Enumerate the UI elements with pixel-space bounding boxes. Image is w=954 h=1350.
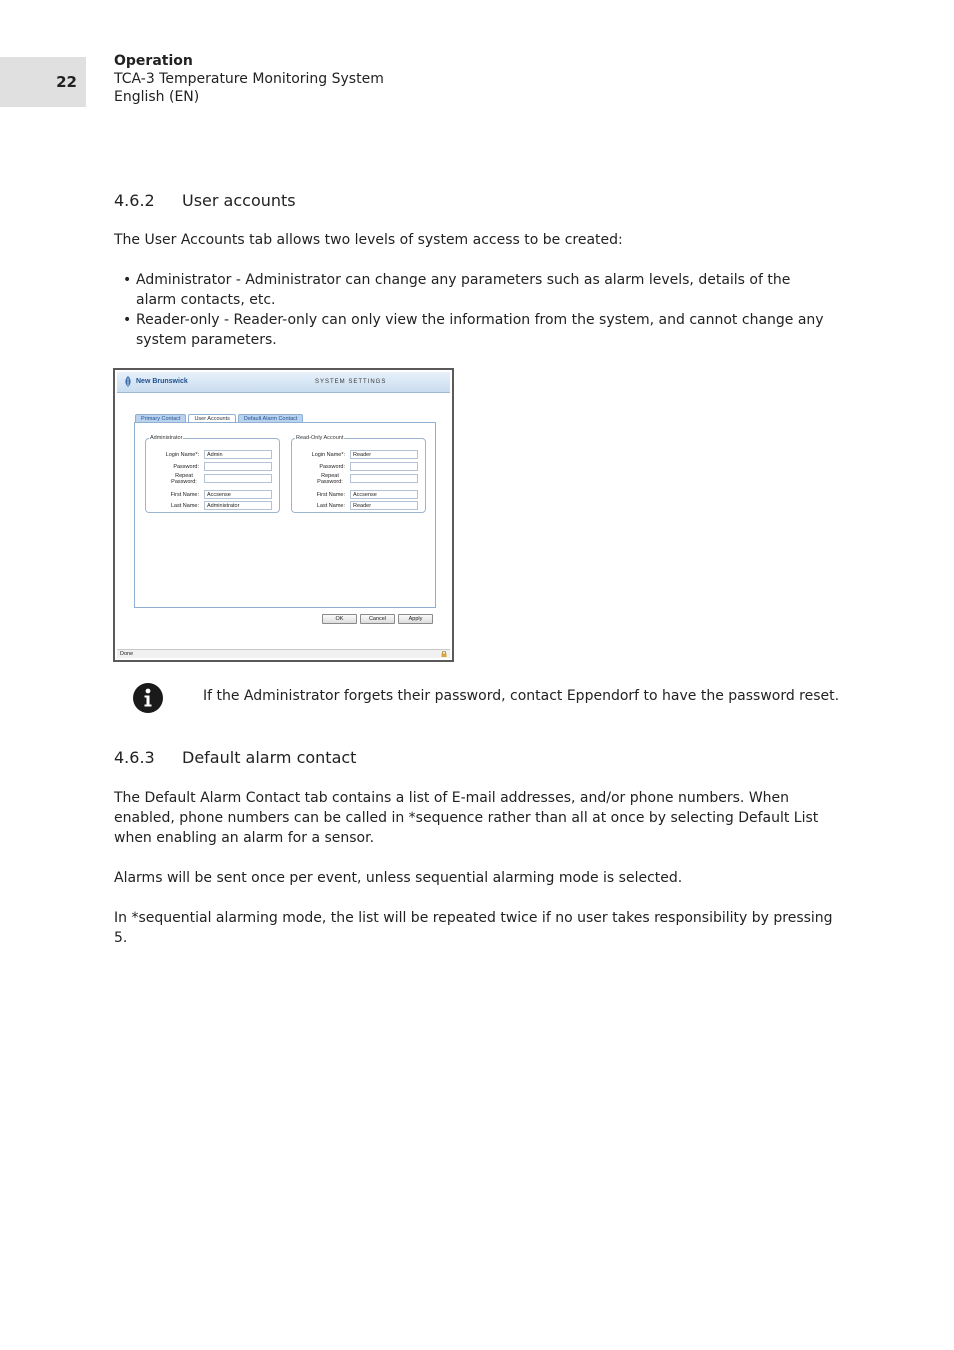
admin-password-input[interactable] bbox=[204, 462, 272, 471]
alarm-frequency-paragraph: Alarms will be sent once per event, unless sequential alarming mode is selected. bbox=[114, 870, 683, 886]
password-reset-note: If the Administrator forgets their password, contact Eppendorf to have the password reset. bbox=[203, 688, 840, 704]
dialog-buttons bbox=[322, 614, 433, 624]
login-label: Login Name*: bbox=[311, 452, 345, 458]
heading-number: 4.6.2 bbox=[114, 191, 155, 210]
first-name-label: First Name: bbox=[316, 492, 345, 498]
brand-name: New Brunswick bbox=[136, 378, 188, 385]
tab-user-accounts[interactable]: User Accounts bbox=[188, 414, 235, 423]
window-titlebar bbox=[117, 372, 450, 393]
heading-user-accounts bbox=[114, 191, 296, 210]
admin-login-input[interactable]: Admin bbox=[204, 450, 272, 459]
user-accounts-intro: The User Accounts tab allows two levels of system access to be created: bbox=[114, 232, 623, 248]
password-label: Password: bbox=[319, 464, 345, 470]
page-number bbox=[0, 57, 86, 107]
repeat-password-label: Repeat Password: bbox=[171, 473, 197, 485]
window-title: SYSTEM SETTINGS bbox=[315, 379, 387, 385]
last-name-label: Last Name: bbox=[170, 503, 199, 509]
reader-password-input[interactable] bbox=[350, 462, 418, 471]
repeat-password-label: Repeat Password: bbox=[317, 473, 343, 485]
reader-repeat-password-input[interactable] bbox=[350, 474, 418, 483]
status-text: Done bbox=[120, 651, 134, 657]
read-only-group bbox=[291, 435, 426, 513]
browser-status-bar bbox=[117, 649, 450, 658]
heading-number: 4.6.3 bbox=[114, 748, 155, 767]
list-item: • Administrator - Administrator can change any parameters such as alarm levels, details of the alarm contacts, etc. bbox=[114, 270, 824, 310]
heading-default-alarm-contact bbox=[114, 748, 356, 767]
default-alarm-paragraph: The Default Alarm Contact tab contains a list of E-mail addresses, and/or phone numbers. When enabled, phone numbers can be called in *sequence rather than all at once by selecting Default List when enabling an alarm for a sensor. bbox=[114, 790, 819, 846]
page-number-text: 22 bbox=[56, 73, 77, 91]
header-product: TCA-3 Temperature Monitoring System bbox=[114, 71, 384, 87]
apply-button[interactable]: Apply bbox=[398, 614, 433, 624]
info-icon bbox=[133, 683, 163, 713]
reader-last-name-input[interactable]: Reader bbox=[350, 501, 418, 510]
tab-primary-contact[interactable]: Primary Contact bbox=[135, 414, 186, 423]
admin-last-name-input[interactable]: Administrator bbox=[204, 501, 272, 510]
heading-title: User accounts bbox=[182, 191, 296, 210]
brand-leaf-icon bbox=[123, 376, 133, 387]
last-name-label: Last Name: bbox=[316, 503, 345, 509]
cancel-button[interactable]: Cancel bbox=[360, 614, 395, 624]
admin-first-name-input[interactable]: Accsense bbox=[204, 490, 272, 499]
read-only-legend: Read-Only Account bbox=[296, 435, 344, 441]
heading-title: Default alarm contact bbox=[182, 748, 357, 767]
list-item: • Reader-only - Reader-only can only view the information from the system, and cannot change any system parameters. bbox=[114, 310, 824, 350]
administrator-legend: Administrator bbox=[150, 435, 183, 441]
ok-button[interactable]: OK bbox=[322, 614, 357, 624]
lock-icon bbox=[441, 651, 447, 657]
admin-repeat-password-input[interactable] bbox=[204, 474, 272, 483]
header-language: English (EN) bbox=[114, 89, 200, 105]
system-settings-screenshot bbox=[113, 368, 454, 662]
first-name-label: First Name: bbox=[170, 492, 199, 498]
reader-first-name-input[interactable]: Accsense bbox=[350, 490, 418, 499]
running-header bbox=[114, 52, 384, 106]
reader-login-input[interactable]: Reader bbox=[350, 450, 418, 459]
user-accounts-panel bbox=[134, 422, 436, 608]
header-section: Operation bbox=[114, 53, 193, 69]
tab-default-alarm-contact[interactable]: Default Alarm Contact bbox=[238, 414, 304, 423]
access-levels-list bbox=[114, 270, 824, 350]
password-label: Password: bbox=[173, 464, 199, 470]
login-label: Login Name*: bbox=[165, 452, 199, 458]
sequential-mode-paragraph: In *sequential alarming mode, the list will be repeated twice if no user takes responsibility by pressing 5. bbox=[114, 910, 833, 946]
brand-logo bbox=[123, 376, 188, 387]
administrator-group bbox=[145, 435, 280, 513]
